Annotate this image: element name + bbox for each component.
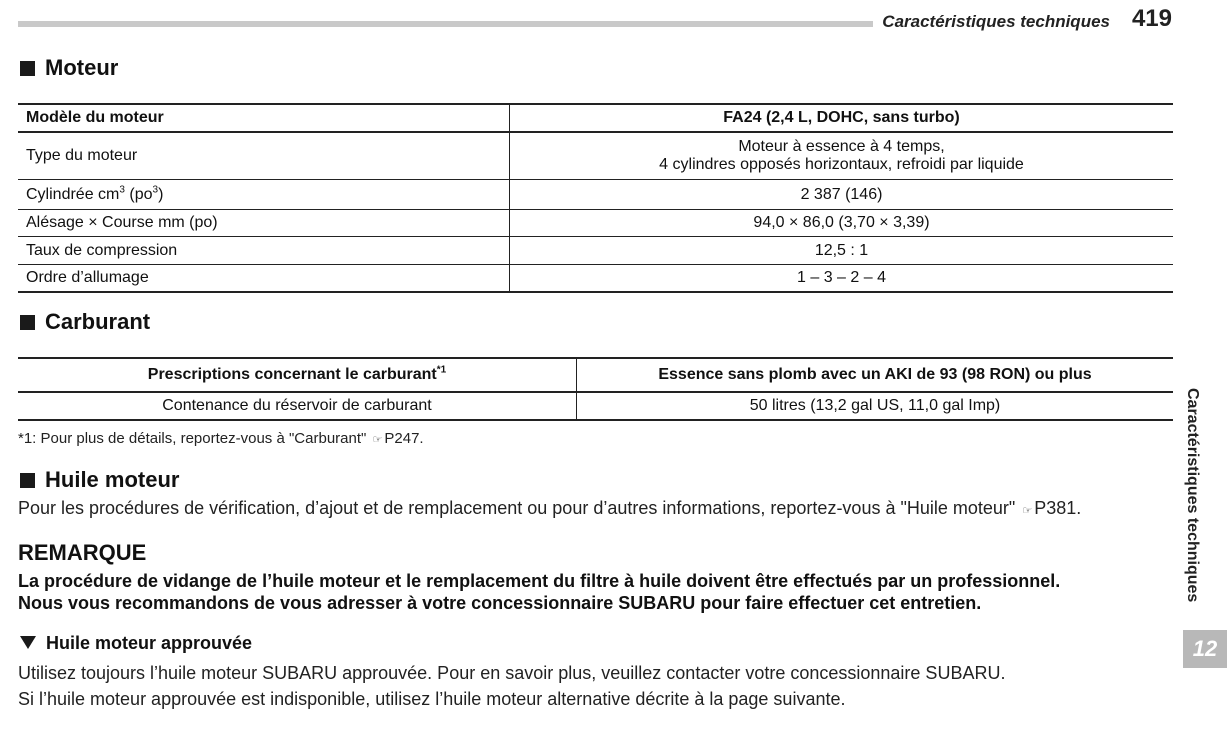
table-row	[18, 358, 1173, 392]
engine-type-label: Type du moteur	[18, 132, 510, 180]
section-heading-fuel	[20, 309, 150, 335]
down-triangle-icon	[20, 636, 36, 649]
remark-text	[18, 570, 1060, 614]
engine-type-value-line1: Moteur à essence à 4 temps,	[738, 138, 945, 155]
table-row	[18, 392, 1173, 420]
remark-line1: La procédure de vidange de l’huile moteur et le remplacement du filtre à huile doivent être effectués par un professionnel.	[18, 571, 1061, 591]
remark-line2: Nous vous recommandons de vous adresser à votre concessionnaire SUBARU pour faire effectuer cet entretien.	[18, 593, 982, 613]
black-square-icon	[20, 315, 35, 330]
engine-model-label: Modèle du moteur	[18, 104, 510, 132]
superscript: 3	[152, 184, 159, 196]
table-row	[18, 237, 1173, 265]
compression-label: Taux de compression	[18, 237, 510, 265]
pointing-hand-icon: ☞	[372, 434, 383, 446]
engine-spec-table	[18, 103, 1173, 293]
black-square-icon	[20, 61, 35, 76]
superscript: 3	[119, 184, 125, 196]
fuel-spec-table	[18, 357, 1173, 421]
fuel-footnote	[18, 430, 424, 447]
table-row	[18, 132, 1173, 180]
engine-type-value	[510, 132, 1174, 180]
displacement-label-prefix: Cylindrée cm	[26, 185, 120, 203]
bore-stroke-label: Alésage × Course mm (po)	[18, 210, 510, 237]
black-square-icon	[20, 473, 35, 488]
page-number: 419	[1131, 5, 1172, 32]
footnote-page-link[interactable]: P247.	[384, 430, 424, 447]
section-heading-engine	[20, 55, 118, 81]
fuel-heading-text: Carburant	[45, 309, 151, 334]
displacement-label-suffix: )	[158, 185, 164, 203]
firing-order-value: 1 – 3 – 2 – 4	[510, 265, 1174, 293]
bore-stroke-value: 94,0 × 86,0 (3,70 × 3,39)	[510, 210, 1174, 237]
firing-order-label: Ordre d’allumage	[18, 265, 510, 293]
footnote-text: *1: Pour plus de détails, reportez-vous à "Carburant"	[18, 430, 367, 447]
displacement-value: 2 387 (146)	[510, 180, 1174, 210]
displacement-label	[18, 180, 510, 210]
displacement-label-mid: (po	[124, 185, 153, 203]
fuel-requirement-value: Essence sans plomb avec un AKI de 93 (98 RON) ou plus	[577, 358, 1174, 392]
approved-oil-line1: Utilisez toujours l’huile moteur SUBARU approuvée. Pour en savoir plus, veuillez contacter votre concessionnaire SUBARU.	[18, 663, 1006, 683]
table-row	[18, 265, 1173, 293]
chapter-tab[interactable]: 12	[1183, 630, 1227, 668]
approved-oil-heading-text: Huile moteur approuvée	[46, 633, 253, 653]
header-rule	[18, 21, 873, 27]
oil-heading-text: Huile moteur	[45, 467, 180, 492]
side-chapter-label: Caractéristiques techniques	[1184, 388, 1201, 603]
oil-paragraph-text: Pour les procédures de vérification, d’ajout et de remplacement ou pour d’autres informations, reportez-vous à "Huile moteur"	[18, 498, 1016, 518]
subsection-heading-approved-oil	[20, 633, 252, 654]
header-title: Caractéristiques techniques	[882, 12, 1110, 31]
fuel-tank-label: Contenance du réservoir de carburant	[18, 392, 577, 420]
compression-value: 12,5 : 1	[510, 237, 1174, 265]
engine-model-value: FA24 (2,4 L, DOHC, sans turbo)	[510, 104, 1174, 132]
approved-oil-line2: Si l’huile moteur approuvée est indisponible, utilisez l’huile moteur alternative décrite à la page suivante.	[18, 689, 846, 709]
pointing-hand-icon: ☞	[1022, 505, 1033, 517]
section-heading-oil	[20, 467, 179, 493]
fuel-tank-value: 50 litres (13,2 gal US, 11,0 gal Imp)	[749, 397, 1001, 414]
engine-heading-text: Moteur	[45, 55, 119, 80]
engine-type-value-line2: 4 cylindres opposés horizontaux, refroidi par liquide	[659, 156, 1024, 173]
oil-paragraph	[18, 498, 1081, 519]
fuel-requirement-label-text: Prescriptions concernant le carburant	[147, 366, 437, 383]
superscript: *1	[436, 364, 447, 376]
table-row	[18, 180, 1173, 210]
fuel-requirement-label	[18, 358, 577, 392]
oil-page-link[interactable]: P381.	[1034, 498, 1082, 518]
table-row	[18, 104, 1173, 132]
remark-title: REMARQUE	[18, 540, 147, 565]
table-row	[18, 210, 1173, 237]
